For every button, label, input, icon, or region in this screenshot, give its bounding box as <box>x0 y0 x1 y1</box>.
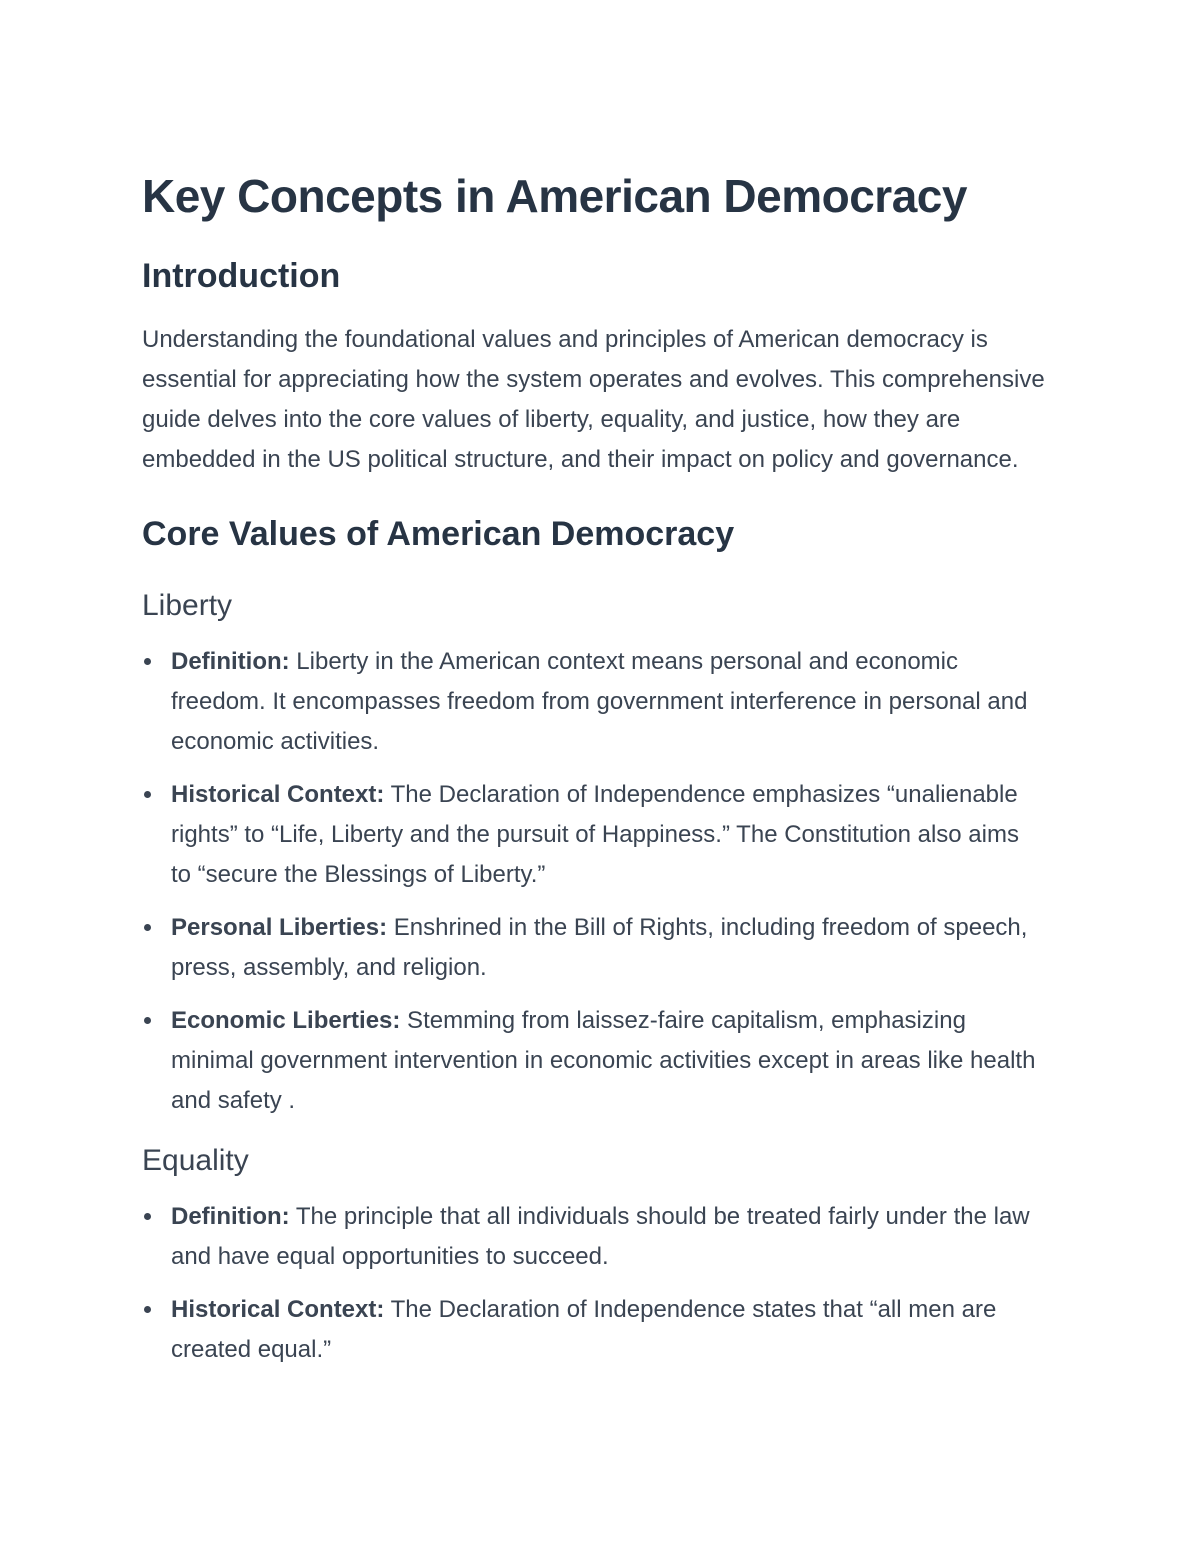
bullet-icon <box>144 924 151 931</box>
list-item-text: Liberty in the American context means personal and economic freedom. It encompasses freedom from government interference in personal and economic activities. <box>171 648 1028 755</box>
list-item <box>142 1197 1041 1277</box>
list-item-term: Historical Context: <box>171 781 385 808</box>
document-page <box>142 168 1062 1383</box>
list-item <box>142 1001 1041 1121</box>
core-values-heading: Core Values of American Democracy <box>142 515 735 553</box>
equality-heading: Equality <box>142 1144 249 1177</box>
list-item-term: Economic Liberties: <box>171 1007 401 1034</box>
list-item <box>142 775 1041 895</box>
list-item <box>142 1290 1041 1370</box>
introduction-paragraph: Understanding the foundational values and principles of American democracy is essential for appreciating how the system operates and evolves. This comprehensive guide delves into the core values of liberty, equality, and justice, how they are embedded in the US political structure, and their impact on policy and governance. <box>142 326 1045 473</box>
introduction-heading: Introduction <box>142 257 341 295</box>
bullet-icon <box>144 658 151 665</box>
list-item-term: Personal Liberties: <box>171 914 388 941</box>
liberty-list <box>142 642 1062 1121</box>
list-item <box>142 642 1041 762</box>
list-item-term: Definition: <box>171 1203 290 1230</box>
list-item-text: The Declaration of Independence states that “all men are created equal.” <box>171 1296 997 1363</box>
list-item-text: The Declaration of Independence emphasizes “unalienable rights” to “Life, Liberty and the pursuit of Happiness.” The Constitution also aims to “secure the Blessings of Liberty.” <box>171 781 1019 888</box>
equality-list <box>142 1197 1062 1370</box>
list-item-text: The principle that all individuals should be treated fairly under the law and have equal opportunities to succeed. <box>171 1203 1030 1270</box>
list-item-text: Stemming from laissez-faire capitalism, emphasizing minimal government intervention in economic activities except in areas like health and safety . <box>171 1007 1036 1114</box>
list-item-text: Enshrined in the Bill of Rights, including freedom of speech, press, assembly, and religion. <box>171 914 1028 981</box>
list-item-term: Definition: <box>171 648 290 675</box>
bullet-icon <box>144 1213 151 1220</box>
bullet-icon <box>144 1017 151 1024</box>
liberty-heading: Liberty <box>142 589 233 622</box>
list-item-term: Historical Context: <box>171 1296 385 1323</box>
bullet-icon <box>144 791 151 798</box>
document-title: Key Concepts in American Democracy <box>142 170 967 222</box>
bullet-icon <box>144 1306 151 1313</box>
list-item <box>142 908 1041 988</box>
